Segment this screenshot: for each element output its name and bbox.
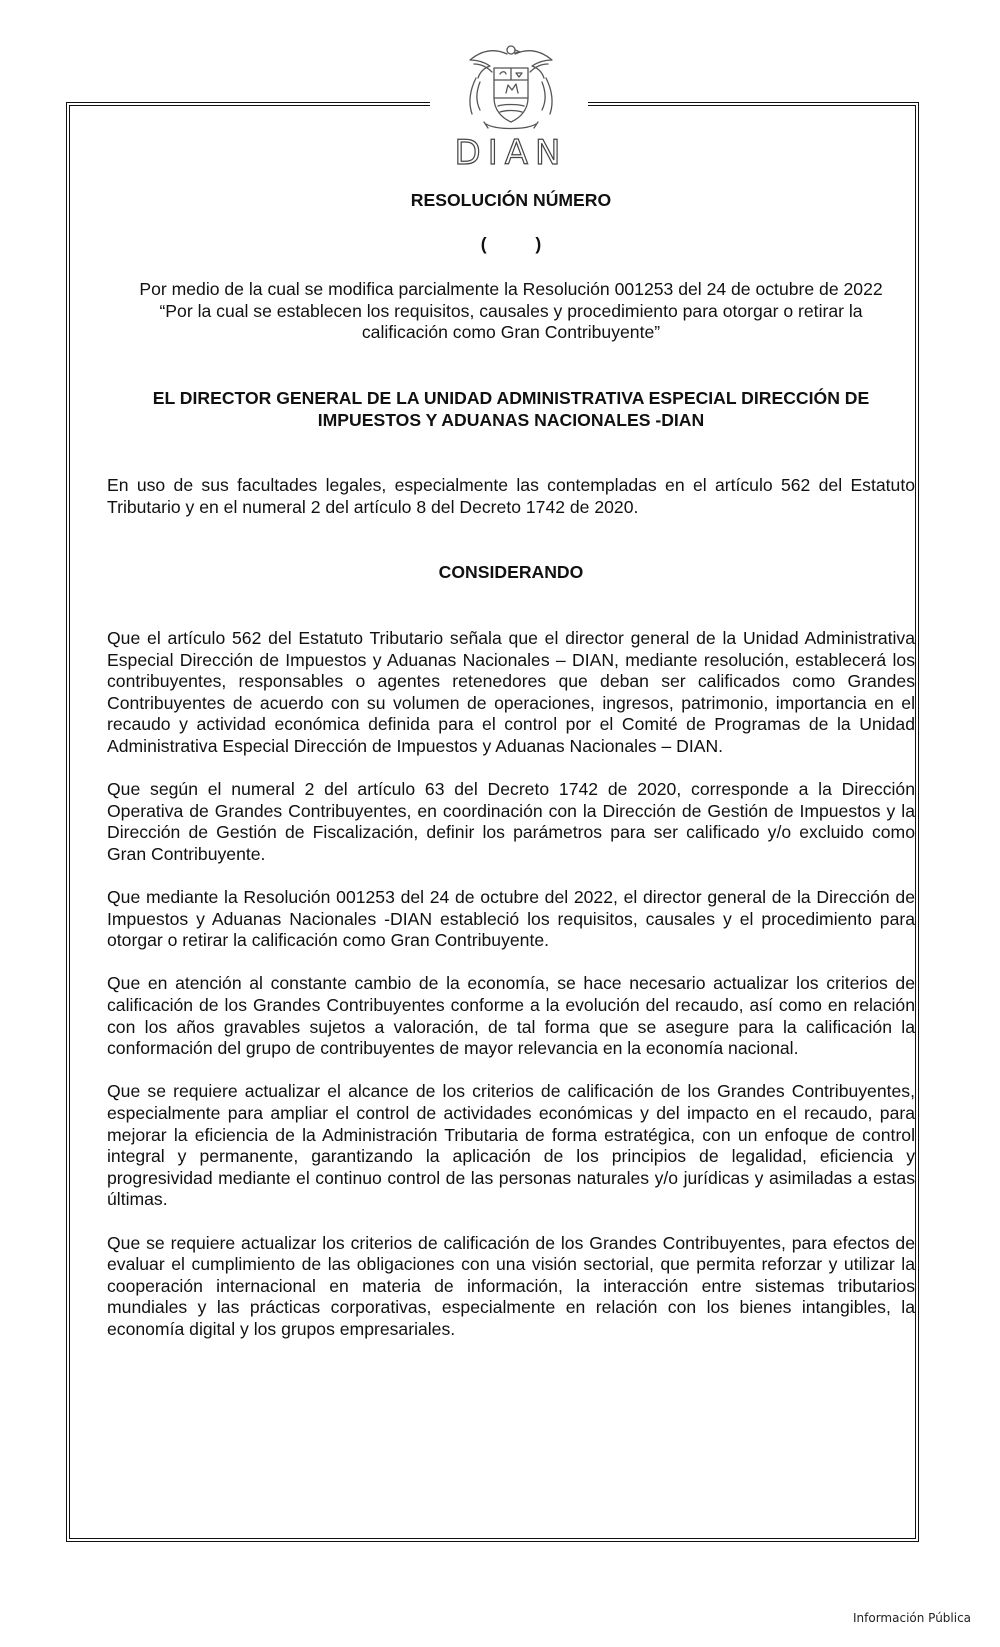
- dian-logo: [436, 38, 586, 170]
- logo-wordmark: DIAN: [454, 133, 568, 170]
- recital-paragraph: Que mediante la Resolución 001253 del 24 de octubre del 2022, el director general de la Dirección de Impuestos y Aduanas Nacionales -DIAN estableció los requisitos, causales y el procedimiento para otorgar o retirar la calificación como Gran Contribuyente.: [107, 887, 915, 951]
- recitals-list: [107, 628, 915, 1341]
- issuing-authority: EL DIRECTOR GENERAL DE LA UNIDAD ADMINISTRATIVA ESPECIAL DIRECCIÓN DE IMPUESTOS Y ADUANAS NACIONALES -DIAN: [152, 387, 870, 430]
- recital-paragraph: Que en atención al constante cambio de la economía, se hace necesario actualizar los criterios de calificación de los Grandes Contribuyentes conforme a la evolución del recaudo, así como en relación con los años gravables sujetos a valoración, de tal forma que se asegure para la calificación la conformación del grupo de contribuyentes de mayor relevancia en la economía nacional.: [107, 973, 915, 1059]
- resolution-subject: Por medio de la cual se modifica parcialmente la Resolución 001253 del 24 de octubre de 2022 “Por la cual se establecen los requisitos, causales y procedimiento para otorgar o retirar la calificación como Gran Contribuyente”: [139, 279, 883, 343]
- recital-paragraph: Que el artículo 562 del Estatuto Tributario señala que el director general de la Unidad Administrativa Especial Dirección de Impuestos y Aduanas Nacionales – DIAN, mediante resolución, establecerá los contribuyentes, responsables o agentes retenedores que deban ser calificados como Grandes Contribuyentes de acuerdo con su volumen de operaciones, ingresos, patrimonio, importancia en el recaudo y actividad económica definida para el control por el Comité de Programas de la Unidad Administrativa Especial Dirección de Impuestos y Aduanas Nacionales – DIAN.: [107, 627, 915, 756]
- colombia-coat-of-arms-icon: [436, 38, 586, 170]
- document-body: [107, 190, 915, 1341]
- resolution-title: RESOLUCIÓN NÚMERO: [410, 190, 612, 210]
- considerando-heading: CONSIDERANDO: [438, 562, 584, 583]
- information-classification: Información Pública: [853, 1611, 972, 1625]
- recital-paragraph: Que según el numeral 2 del artículo 63 del Decreto 1742 de 2020, corresponde a la Dirección Operativa de Grandes Contribuyentes, en coordinación con la Dirección de Gestión de Impuestos y la Dirección de Gestión de Fiscalización, definir los parámetros para ser calificado y/o excluido como Gran Contribuyente.: [107, 779, 915, 864]
- recital-paragraph: Que se requiere actualizar el alcance de los criterios de calificación de los Grandes Contribuyentes, especialmente para ampliar el control de actividades económicas y del impacto en el recaudo, para mejorar la eficiencia de la Administración Tributaria de forma estratégica, con un enfoque de control integral y permanente, garantizando la aplicación de los principios de legalidad, eficiencia y progresividad mediante el continuo control de las personas naturales y/o jurídicas y asimiladas a estas últimas.: [107, 1081, 915, 1210]
- legal-powers-paragraph: En uso de sus facultades legales, especialmente las contempladas en el artículo 562 del Estatuto Tributario y en el numeral 2 del artículo 8 del Decreto 1742 de 2020.: [107, 475, 915, 517]
- recital-paragraph: Que se requiere actualizar los criterios de calificación de los Grandes Contribuyentes, para efectos de evaluar el cumplimiento de las obligaciones con una visión sectorial, que permita reforzar y utilizar la cooperación internacional en materia de información, la interacción entre sistemas tributarios mundiales y las prácticas corporativas, especialmente en relación con los bienes intangibles, la economía digital y los grupos empresariales.: [107, 1232, 915, 1339]
- resolution-number: ( ): [480, 233, 542, 254]
